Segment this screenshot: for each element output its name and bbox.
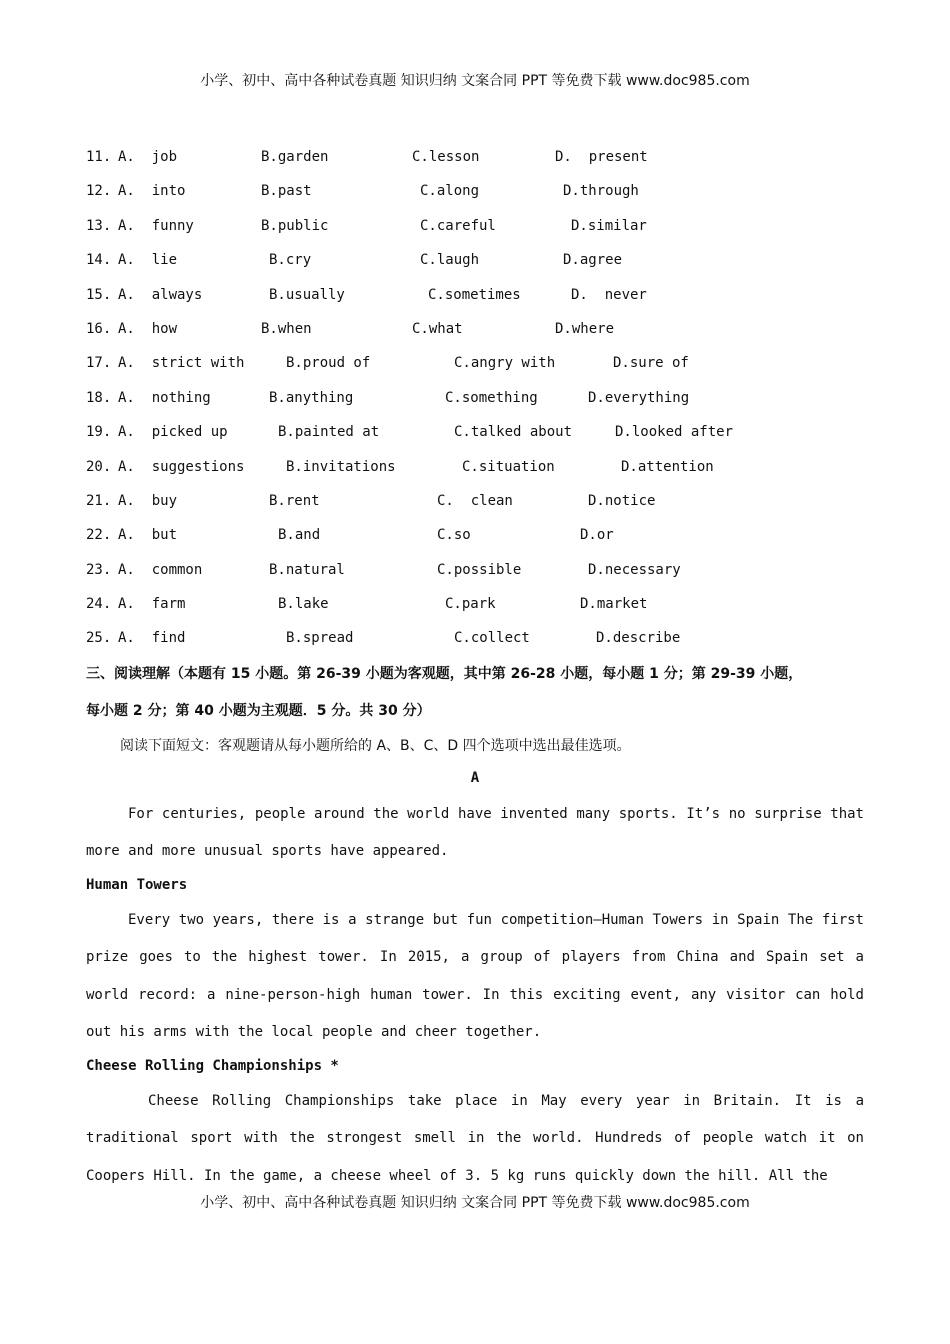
option-c: C.along <box>420 183 480 200</box>
option-c: C.what <box>412 320 463 337</box>
option-c: C.park <box>445 596 496 613</box>
question-number: 22. <box>86 527 112 544</box>
option-d: D.market <box>580 596 648 613</box>
option-c: C.collect <box>454 630 530 647</box>
option-a: A. strict with <box>118 355 245 372</box>
option-d: D.necessary <box>588 561 681 578</box>
option-a: A. nothing <box>118 389 211 406</box>
question-number: 23. <box>86 561 112 578</box>
option-c: C.so <box>437 527 471 544</box>
option-d: D.everything <box>588 389 690 406</box>
question-number: 11. <box>86 149 112 165</box>
option-c: C.possible <box>437 561 522 578</box>
option-b: B.natural <box>269 561 345 578</box>
option-b: B.cry <box>269 252 312 269</box>
question-number: 17. <box>86 355 112 372</box>
option-d: D.notice <box>588 492 656 509</box>
option-b: B.when <box>261 320 312 337</box>
option-d: D.agree <box>563 252 623 269</box>
option-d: D.similar <box>571 217 647 234</box>
option-a: A. lie <box>118 252 178 269</box>
option-b: B.painted at <box>278 424 380 441</box>
question-number: 12. <box>86 183 112 200</box>
option-c: C.angry with <box>454 355 556 372</box>
option-a: A. find <box>118 630 186 647</box>
option-b: B.invitations <box>286 458 396 475</box>
option-d: D. present <box>555 149 648 165</box>
question-number: 16. <box>86 320 112 337</box>
option-a: A. common <box>118 561 203 578</box>
option-d: D. never <box>571 286 647 303</box>
option-a: A. suggestions <box>118 458 245 475</box>
option-c: C.situation <box>462 458 555 475</box>
paragraph-cheese-rolling: Cheese Rolling Championships take place in May every year in Britain. It is a traditional sport with the strongest smell in the world. Hundreds of people watch it on Coopers Hill. In the game, a cheese wheel of 3. 5 kg runs quickly down the hill. All the <box>86 1093 864 1184</box>
option-a: A. always <box>118 286 203 303</box>
question-number: 24. <box>86 596 112 613</box>
option-c: C.something <box>445 389 538 406</box>
option-c: C.talked about <box>454 424 573 441</box>
option-c: C.careful <box>420 217 496 234</box>
option-a: A. buy <box>118 492 178 509</box>
paragraph-human-towers: Every two years, there is a strange but fun competition—Human Towers in Spain The first prize goes to the highest tower. In 2015, a group of players from China and Spain set a world record: a nine-person-high human tower. In this exciting event, any visitor can hold out his arms with the local people and cheer together. <box>86 912 864 1040</box>
option-a: A. into <box>118 183 186 200</box>
option-a: A. job <box>118 149 178 165</box>
passage-intro: For centuries, people around the world have invented many sports. It’s no surprise that more and more unusual sports have appeared. <box>86 806 864 860</box>
question-number: 15. <box>86 286 112 303</box>
option-a: A. picked up <box>118 424 228 441</box>
option-c: C.sometimes <box>428 286 521 303</box>
option-b: B.public <box>261 217 329 234</box>
option-b: B.spread <box>286 630 354 647</box>
question-number: 20. <box>86 458 112 475</box>
option-d: D.where <box>555 320 615 337</box>
option-d: D.or <box>580 527 614 544</box>
option-c: C. clean <box>437 492 513 509</box>
section-title-line-1: 三、阅读理解（本题有 15 小题。第 26-39 小题为客观题，其中第 26-28 小题，每小题 1 分；第 29-39 小题， <box>86 666 803 682</box>
option-d: D.looked after <box>615 424 734 441</box>
option-b: B.proud of <box>286 355 371 372</box>
option-a: A. funny <box>118 217 194 234</box>
option-d: D.attention <box>621 458 714 475</box>
option-b: B.garden <box>261 149 329 165</box>
option-b: B.lake <box>278 596 329 613</box>
option-d: D.through <box>563 183 639 200</box>
option-a: A. but <box>118 527 178 544</box>
question-number: 18. <box>86 389 112 406</box>
question-number: 21. <box>86 492 112 509</box>
passage-label: A <box>470 770 480 786</box>
option-d: D.sure of <box>613 355 689 372</box>
question-number: 14. <box>86 252 112 269</box>
option-a: A. how <box>118 320 178 337</box>
question-number: 19. <box>86 424 112 441</box>
option-b: B.usually <box>269 286 345 303</box>
subheading-cheese-rolling: Cheese Rolling Championships * <box>86 1058 339 1074</box>
option-b: B.anything <box>269 389 354 406</box>
option-a: A. farm <box>118 596 186 613</box>
question-number: 25. <box>86 630 112 647</box>
option-c: C.lesson <box>412 149 480 165</box>
option-b: B.and <box>278 527 321 544</box>
option-d: D.describe <box>596 630 681 647</box>
page-header: 小学、初中、高中各种试卷真题 知识归纳 文案合同 PPT 等免费下载 www.doc985.com <box>200 73 750 89</box>
subheading-human-towers: Human Towers <box>86 877 188 893</box>
question-number: 13. <box>86 217 112 234</box>
option-b: B.rent <box>269 492 320 509</box>
reading-instruction: 阅读下面短文：客观题请从每小题所给的 A、B、C、D 四个选项中选出最佳选项。 <box>120 738 631 754</box>
option-c: C.laugh <box>420 252 480 269</box>
option-b: B.past <box>261 183 312 200</box>
page-footer: 小学、初中、高中各种试卷真题 知识归纳 文案合同 PPT 等免费下载 www.doc985.com <box>200 1195 750 1211</box>
section-title-line-2: 每小题 2 分；第 40 小题为主观题．5 分。共 30 分） <box>86 703 431 719</box>
